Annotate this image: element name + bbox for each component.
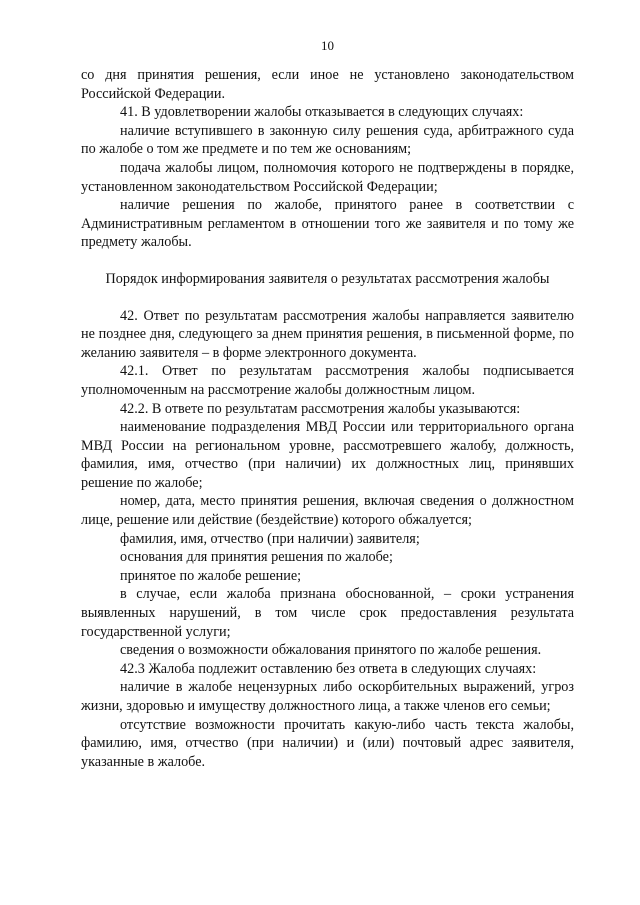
paragraph-42-2-item-1: наименование подразделения МВД России или территориального органа МВД России на региональном уровне, рассмотревшего жалобу, должность, фамилия, имя, отчество (при наличии) их должностных лиц, принявших решение по жалобе; bbox=[81, 419, 574, 491]
paragraph-41-item-1: наличие вступившего в законную силу решения суда, арбитражного суда по жалобе о том же предмете и по тем же основаниям; bbox=[81, 122, 574, 158]
paragraph-41-item-2: подача жалобы лицом, полномочия которого не подтверждены в порядке, установленном законодательством Российской Федерации; bbox=[81, 159, 574, 195]
paragraph-41: 41. В удовлетворении жалобы отказывается в следующих случаях: bbox=[120, 104, 524, 121]
paragraph-42-2-item-6: в случае, если жалоба признана обоснованной, – сроки устранения выявленных нарушений, в том числе срок предоставления результата государственной услуги; bbox=[81, 586, 574, 640]
paragraph-42-1: 42.1. Ответ по результатам рассмотрения жалобы подписывается уполномоченным на рассмотрение жалобы должностным лицом. bbox=[81, 363, 574, 398]
paragraph-continuation: со дня принятия решения, если иное не установлено законодательством Российской Федерации. bbox=[81, 67, 574, 102]
paragraph-42-2: 42.2. В ответе по результатам рассмотрения жалобы указываются: bbox=[120, 400, 521, 417]
paragraph-42-2-item-3: фамилия, имя, отчество (при наличии) заявителя; bbox=[120, 530, 420, 547]
paragraph-42: 42. Ответ по результатам рассмотрения жалобы направляется заявителю не позднее дня, следующего за днем принятия решения, в письменной форме, по желанию заявителя – в форме электронного документа. bbox=[81, 307, 574, 361]
paragraph-42-3-item-2: отсутствие возможности прочитать какую-либо часть текста жалобы, фамилию, имя, отчество (при наличии) и (или) почтовый адрес заявителя, указанные в жалобе. bbox=[81, 716, 574, 770]
document-body bbox=[81, 66, 574, 771]
page-number: 10 bbox=[321, 38, 334, 53]
paragraph-42-3: 42.3 Жалоба подлежит оставлению без ответа в следующих случаях: bbox=[120, 660, 537, 677]
paragraph-42-2-item-5: принятое по жалобе решение; bbox=[120, 567, 302, 584]
paragraph-42-2-item-7: сведения о возможности обжалования принятого по жалобе решения. bbox=[120, 642, 542, 659]
paragraph-42-2-item-4: основания для принятия решения по жалобе; bbox=[120, 549, 393, 566]
paragraph-42-3-item-1: наличие в жалобе нецензурных либо оскорбительных выражений, угроз жизни, здоровью и имуществу должностного лица, а также членов его семьи; bbox=[81, 679, 574, 714]
section-heading: Порядок информирования заявителя о результатах рассмотрения жалобы bbox=[105, 270, 550, 287]
paragraph-41-item-3: наличие решения по жалобе, принятого ранее в соответствии с Административным регламентом в отношении того же заявителя и по тому же предмету жалобы. bbox=[81, 197, 574, 251]
paragraph-42-2-item-2: номер, дата, место принятия решения, включая сведения о должностном лице, решение или действие (бездействие) которого обжалуется; bbox=[81, 493, 574, 529]
